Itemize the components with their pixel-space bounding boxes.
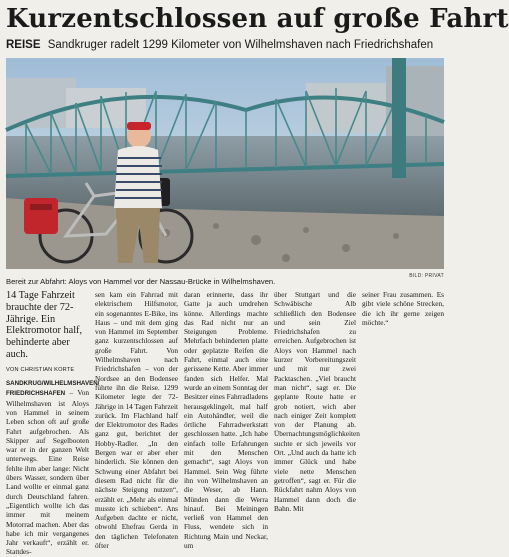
column-text: seiner Frau zusammen. Es gibt viele schöne Strecken, die ich ihr gerne zeigen möchte.“	[362, 290, 444, 327]
intro-text: 14 Tage Fahrzeit brauchte der 72-Jährige. Ein Elektromotor half, behinderte aber auch.	[6, 290, 83, 360]
subheadline-row	[6, 38, 444, 53]
text-column-4	[274, 290, 360, 513]
column-text: – Von Wilhelmshaven ist Aloys von Hammel in seinem Leben schon oft auf große Fahrt aufgebrochen. Als Skipper auf Segelbooten war er in der ganzen Welt unterwegs. Eine Reise fehlte ihm aber lange: Nicht übers Wasser, sondern über Land wollte er einmal ganz durch Deutschland fahren. „Eigentlich wollte ich das immer mit meinem Motorrad machen. Aber das habe ich mir vergangenes Jahr verkauft“, erzählt er. Stattdes-	[6, 388, 89, 557]
column-text: daran erinnerte, dass ihr Gatte ja auch umdrehen könne. Allerdings machte das Rad nicht nur an Steigungen Probleme. Mehrfach behinderten platte oder geplatzte Reifen die Fahrt, einmal auch eine gerissene Kette. Aber immer fanden sich Helfer. Mal wurde an einem Sonntag der Besitzer eines Fahrradladens herausgeklingelt, mal half ein Autohändler, weil die örtliche Fahrradwerkstatt geschlossen hatte. „Ich habe einfach tolle Erfahrungen mit den Menschen gemacht“, sagt Aloys von Hammel. Sein Weg führte ihn von Wilhelmshaven an die Weser, ab Hann. Münden dann die Werra hinauf. Bei Meiningen verließ von Hammel den Fluss, wendete sich in Richtung Main und Neckar, um	[184, 290, 268, 551]
article-body	[6, 290, 444, 557]
photo-illustration	[6, 58, 444, 269]
subheadline: Sandkruger radelt 1299 Kilometer von Wilhelmshaven nach Friedrichshafen	[47, 39, 434, 51]
column-text: sen kam ein Fahrrad mit elektrischem Hilfsmotor, ein sogenanntes E-Bike, ins Haus – und mit dem ging von Hammel im September ganz kurzentschlossen auf große Fahrt. Von Wilhelmshaven nach Friedrichshafen – von der Nordsee an den Bodensee führte ihn die Reise. 1299 Kilometer legte der 72-Jährige in 14 Tagen Fahrzeit zurück. Im Flachland half der Elektromotor des Rades ganz gut, berichtet der Hobby-Radler. „In den Bergen war er aber eher hinderlich. Sie können den Schwung einer Abfahrt bei diesem Rad nicht für die nächste Steigung nutzen“, erzählt er. „Mehr als einmal musste ich schieben“. Ans Aufgeben dachte er nicht, obwohl Ehefrau Gerda in den täglichen Telefonaten öfter	[95, 290, 178, 551]
caption-row	[6, 271, 444, 284]
byline: VON CHRISTIAN KORTE	[6, 366, 75, 373]
photo-credit: BILD: PRIVAT	[409, 273, 444, 279]
text-column-2	[95, 290, 178, 550]
headline: Kurzentschlossen auf große Fahrt	[6, 4, 509, 34]
text-column-5	[362, 290, 444, 327]
newspaper-clipping	[6, 4, 509, 557]
section-kicker: REISE	[6, 39, 41, 51]
photo-caption: Bereit zur Abfahrt: Aloys von Hammel vor der Nassau-Brücke in Wilhelmshaven.	[6, 277, 276, 286]
text-column-1	[6, 290, 100, 557]
column-text: über Stuttgart und die Schwäbische Alb schließlich den Bodensee und sein Ziel Friedrichshafen zu erreichen. Aufgebrochen ist Aloys von Hammel nach kurzer Vorbereitungszeit und mit nur zwei Packtaschen. „Viel braucht man nicht“, sagt er. Die geplante Route hatte er grob notiert, wich aber nach einiger Zeit komplett von der Planung ab. Übernachtungsmöglichkeiten suchte er sich jeweils vor Ort. „Und auch da hatte ich immer Glück und habe viele nette Menschen getroffen“, sagt er. Für die Rückfahrt nahm Aloys von Hammel dann doch die Bahn. Mit	[274, 290, 360, 513]
article-photo	[6, 58, 444, 269]
text-column-3	[184, 290, 268, 550]
column-paragraph	[6, 378, 100, 557]
dateline: SANDKRUG/WILHELMSHAVEN/ FRIEDRICHSHAFEN	[6, 380, 100, 398]
